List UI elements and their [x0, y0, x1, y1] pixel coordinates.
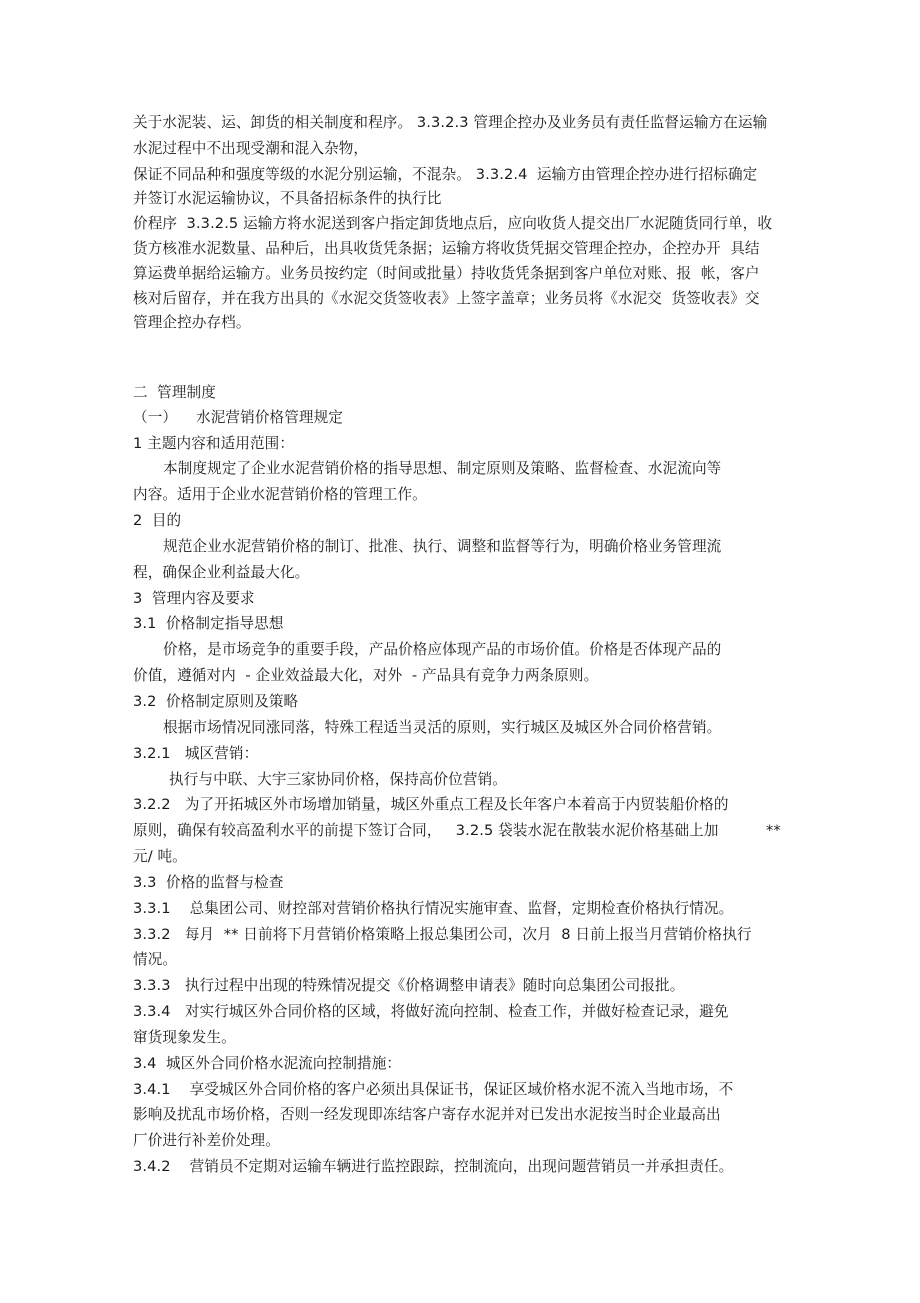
intro-line-3: 保证不同品种和强度等级的水泥分别运输，不混杂。 3.3.2.4 运输方由管理企控办进行招标确定 — [133, 166, 758, 183]
s332-line-2: 情况。 — [133, 951, 178, 968]
s2-title: 2 目的 — [133, 512, 182, 529]
s321-title: 3.2.1 城区营销： — [133, 745, 259, 762]
s322-line-3: 元/ 吨。 — [133, 848, 187, 865]
s3-title: 3 管理内容及要求 — [133, 590, 255, 607]
s341-line-2: 影响及扰乱市场价格，否则一经发现即冻结客户寄存水泥并对已发出水泥按当时企业最高出 — [133, 1106, 721, 1123]
s31-paragraph-line-2: 价值，遵循对内 - 企业效益最大化，对外 - 产品具有竞争力两条原则。 — [133, 667, 599, 684]
s322-line-1: 3.2.2 为了开拓城区外市场增加销量，城区外重点工程及长年客户本着高于内贸装船价格的 — [133, 796, 729, 813]
s334-line-1: 3.3.4 对实行城区外合同价格的区域，将做好流向控制、检查工作，并做好检查记录，避免 — [133, 1003, 729, 1020]
s334-line-2: 窜货现象发生。 — [133, 1029, 236, 1046]
s1-paragraph-line-2: 内容。适用于企业水泥营销价格的管理工作。 — [133, 486, 427, 503]
intro-line-2: 水泥过程中不出现受潮和混入杂物， — [133, 140, 369, 157]
s331-line: 3.3.1 总集团公司、财控部对营销价格执行情况实施审查、监督，定期检查价格执行情况。 — [133, 900, 734, 917]
s341-line-3: 厂价进行补差价处理。 — [133, 1132, 280, 1149]
s31-title: 3.1 价格制定指导思想 — [133, 615, 284, 632]
intro-line-1: 关于水泥装、运、卸货的相关制度和程序。 3.3.2.3 管理企控办及业务员有责任监督运输方在运输 — [133, 114, 768, 131]
s32-title: 3.2 价格制定原则及策略 — [133, 693, 299, 710]
s333-line: 3.3.3 执行过程中出现的特殊情况提交《价格调整申请表》随时向总集团公司报批。 — [133, 977, 685, 994]
s33-title: 3.3 价格的监督与检查 — [133, 874, 284, 891]
s321-paragraph-line-1: 执行与中联、大宇三家协同价格，保持高价位营销。 — [169, 771, 507, 788]
s341-line-1: 3.4.1 享受城区外合同价格的客户必须出具保证书，保证区域价格水泥不流入当地市场，不 — [133, 1081, 734, 1098]
s1-paragraph-line-1: 本制度规定了企业水泥营销价格的指导思想、制定原则及策略、监督检查、水泥流向等 — [163, 460, 722, 477]
s332-line-1: 3.3.2 每月 ** 日前将下月营销价格策略上报总集团公司，次月 8 日前上报当月营销价格执行 — [133, 926, 752, 943]
intro-line-8: 核对后留存，并在我方出具的《水泥交货签收表》上签字盖章；业务员将《水泥交 货签收表》交 — [133, 290, 760, 307]
s2-paragraph-line-2: 程，确保企业利益最大化。 — [133, 564, 310, 581]
s34-title: 3.4 城区外合同价格水泥流向控制措施： — [133, 1055, 402, 1072]
section-heading: 二 管理制度 — [133, 384, 216, 401]
intro-line-4: 并签订水泥运输协议，不具备招标条件的执行比 — [133, 190, 442, 207]
intro-line-7: 算运费单据给运输方。业务员按约定（时间或批量）持收货凭条据到客户单位对账、报 帐，客户 — [133, 265, 760, 282]
s322-line-2: 原则，确保有较高盈利水平的前提下签订合同， 3.2.5 袋装水泥在散装水泥价格基础上加 ** — [133, 822, 781, 839]
s32-paragraph-line-1: 根据市场情况同涨同落，特殊工程适当灵活的原则，实行城区及城区外合同价格营销。 — [163, 719, 722, 736]
s2-paragraph-line-1: 规范企业水泥营销价格的制订、批准、执行、调整和监督等行为，明确价格业务管理流 — [163, 538, 722, 555]
intro-line-5: 价程序 3.3.2.5 运输方将水泥送到客户指定卸货地点后，应向收货人提交出厂水泥随货同行单，收 — [133, 215, 773, 232]
s31-paragraph-line-1: 价格，是市场竞争的重要手段，产品价格应体现产品的市场价值。价格是否体现产品的 — [163, 641, 722, 658]
s1-title: 1 主题内容和适用范围： — [133, 435, 295, 452]
section-subheading: （一） 水泥营销价格管理规定 — [133, 409, 343, 426]
s342-line: 3.4.2 营销员不定期对运输车辆进行监控跟踪，控制流向，出现问题营销员一并承担责任。 — [133, 1158, 734, 1175]
intro-line-9: 管理企控办存档。 — [133, 314, 251, 331]
intro-line-6: 货方核准水泥数量、品种后，出具收货凭条据；运输方将收货凭据交管理企控办，企控办开 具结 — [133, 240, 760, 257]
